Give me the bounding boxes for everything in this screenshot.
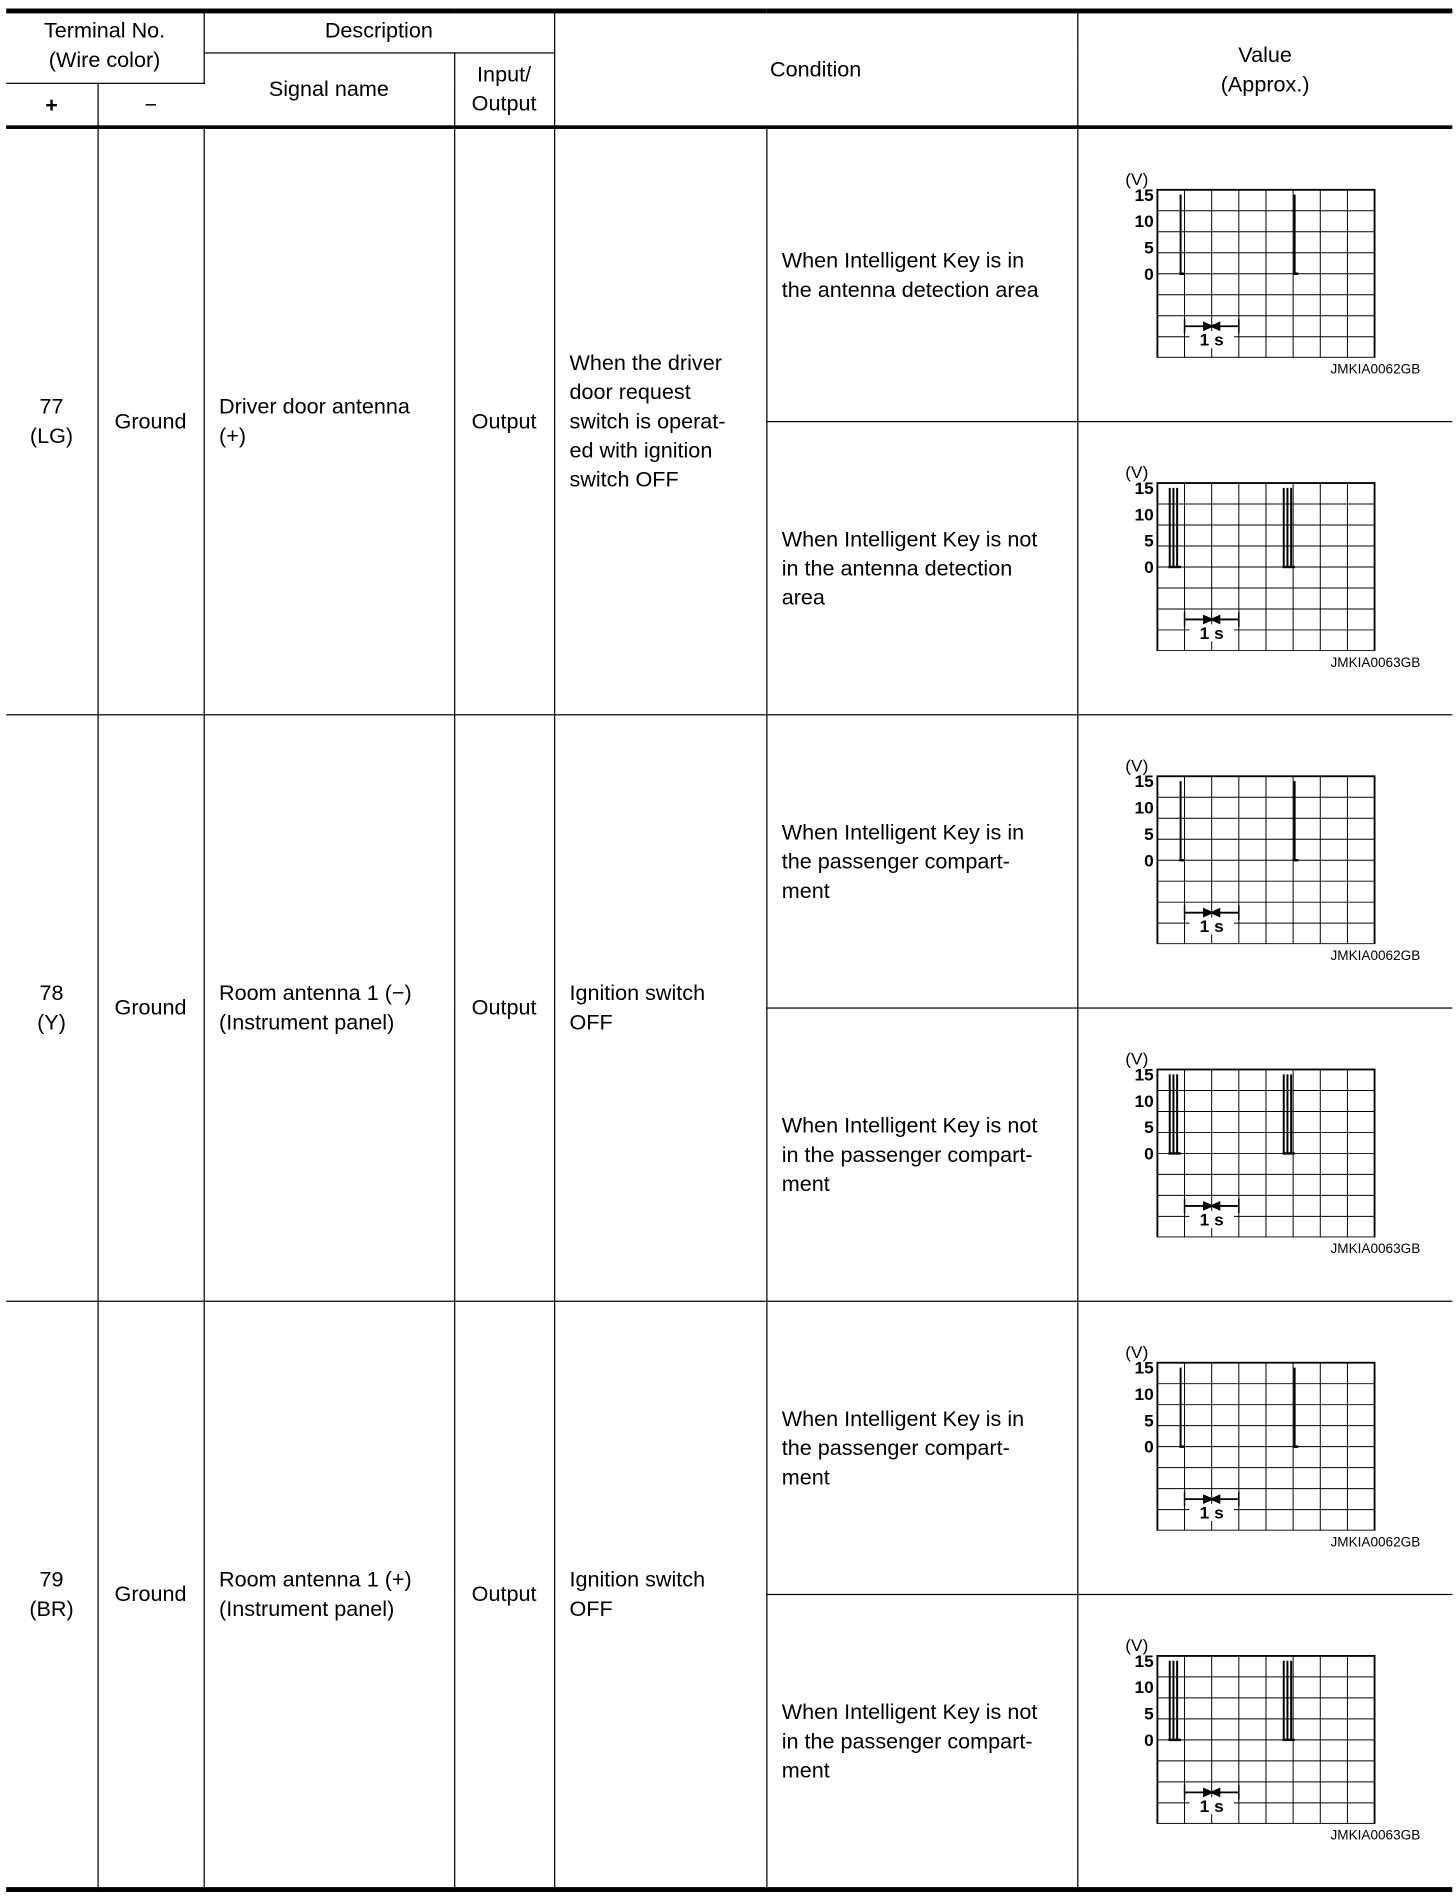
y-tick-label: 10 <box>1133 503 1154 524</box>
plus-terminal-cell: 78 (Y) <box>6 714 97 1300</box>
table-row <box>6 1301 1452 1594</box>
y-tick-label: 15 <box>1133 1357 1154 1378</box>
minus-terminal-cell: Ground <box>97 714 203 1300</box>
figure-id: JMKIA0062GB <box>1330 948 1421 964</box>
oscilloscope-waveform <box>1122 1631 1418 1823</box>
volts-label: (V) <box>1124 461 1148 482</box>
oscilloscope-waveform <box>1122 751 1418 943</box>
y-tick-label: 5 <box>1143 530 1154 551</box>
plus-terminal-header: + <box>6 83 97 126</box>
minus-terminal-cell: Ground <box>97 1301 203 1889</box>
terminal-no-label: Terminal No. <box>43 18 166 43</box>
condition-cell: Ignition switch OFF <box>554 1301 766 1889</box>
y-tick-label: 15 <box>1133 1650 1154 1671</box>
volts-label: (V) <box>1124 754 1148 775</box>
volts-label: (V) <box>1124 1341 1148 1362</box>
value-header: Value (Approx.) <box>1077 11 1452 125</box>
signal-name-cell: Driver door antenna (+) <box>204 127 454 714</box>
figure-id: JMKIA0063GB <box>1330 1828 1421 1843</box>
time-scale-label: 1 s <box>1199 915 1224 936</box>
y-tick-label: 10 <box>1133 797 1154 817</box>
y-tick-label: 0 <box>1143 1436 1154 1457</box>
value-cell <box>1077 421 1452 714</box>
value-cell <box>1077 1301 1452 1594</box>
wire-color-label: (Wire color) <box>48 47 161 72</box>
y-tick-label: 5 <box>1143 1409 1154 1430</box>
figure-id: JMKIA0063GB <box>1330 655 1421 670</box>
sub-condition-cell: When Intelligent Key is in the passenger compart- ment <box>766 1301 1077 1594</box>
figure-id: JMKIA0062GB <box>1330 361 1421 377</box>
signal-name-header: Signal name <box>204 52 454 125</box>
y-tick-label: 5 <box>1143 236 1154 257</box>
condition-header: Condition <box>554 11 1077 125</box>
value-cell <box>1077 1007 1452 1300</box>
y-tick-label: 0 <box>1143 263 1154 284</box>
sub-condition-cell: When Intelligent Key is not in the antenna detection area <box>766 421 1077 714</box>
oscilloscope-waveform <box>1122 165 1418 357</box>
minus-terminal-header: − <box>97 83 203 126</box>
plus-terminal-cell: 77 (LG) <box>6 127 97 714</box>
time-scale-label: 1 s <box>1199 1208 1224 1229</box>
terminal-no-header <box>6 11 203 83</box>
y-tick-label: 0 <box>1143 849 1154 870</box>
plus-terminal-cell: 79 (BR) <box>6 1301 97 1889</box>
time-scale-label: 1 s <box>1199 1795 1224 1816</box>
volts-label: (V) <box>1124 1048 1148 1068</box>
input-output-cell: Output <box>454 127 554 714</box>
y-tick-label: 15 <box>1133 1063 1154 1084</box>
figure-id: JMKIA0063GB <box>1330 1241 1421 1257</box>
table-header <box>6 11 1452 127</box>
y-tick-label: 0 <box>1143 1729 1154 1750</box>
time-scale-label: 1 s <box>1199 622 1224 643</box>
value-cell <box>1077 1594 1452 1889</box>
input-output-header: Input/ Output <box>454 52 554 125</box>
y-tick-label: 0 <box>1143 556 1154 577</box>
condition-cell: When the driver door request switch is operat- ed with ignition switch OFF <box>554 127 766 714</box>
oscilloscope-waveform <box>1122 1045 1418 1237</box>
signal-name-cell: Room antenna 1 (−) (Instrument panel) <box>204 714 454 1300</box>
table-row <box>6 714 1452 1007</box>
table-body <box>6 127 1452 1889</box>
oscilloscope-waveform <box>1122 1338 1418 1530</box>
sub-condition-cell: When Intelligent Key is not in the passenger compart- ment <box>766 1594 1077 1889</box>
y-tick-label: 5 <box>1143 823 1154 844</box>
description-header: Description <box>204 11 554 52</box>
y-tick-label: 10 <box>1133 210 1154 231</box>
y-tick-label: 0 <box>1143 1143 1154 1163</box>
sub-condition-cell: When Intelligent Key is in the antenna detection area <box>766 127 1077 421</box>
y-tick-label: 10 <box>1133 1090 1154 1111</box>
minus-terminal-cell: Ground <box>97 127 203 714</box>
condition-cell: Ignition switch OFF <box>554 714 766 1300</box>
volts-label: (V) <box>1124 1634 1148 1655</box>
input-output-cell: Output <box>454 714 554 1300</box>
signal-name-cell: Room antenna 1 (+) (Instrument panel) <box>204 1301 454 1889</box>
sub-condition-cell: When Intelligent Key is in the passenger compart- ment <box>766 714 1077 1007</box>
oscilloscope-waveform <box>1122 458 1418 650</box>
figure-id: JMKIA0062GB <box>1330 1534 1421 1550</box>
table-row <box>6 127 1452 421</box>
y-tick-label: 15 <box>1133 477 1154 498</box>
y-tick-label: 5 <box>1143 1703 1154 1723</box>
time-scale-label: 1 s <box>1199 329 1224 350</box>
value-cell <box>1077 714 1452 1007</box>
y-tick-label: 15 <box>1133 770 1154 791</box>
y-tick-label: 15 <box>1133 184 1154 205</box>
volts-label: (V) <box>1124 168 1148 189</box>
y-tick-label: 10 <box>1133 1383 1154 1404</box>
y-tick-label: 10 <box>1133 1676 1154 1697</box>
terminal-spec-table <box>6 9 1452 1892</box>
y-tick-label: 5 <box>1143 1116 1154 1137</box>
time-scale-label: 1 s <box>1199 1502 1224 1522</box>
value-cell <box>1077 127 1452 421</box>
sub-condition-cell: When Intelligent Key is not in the passenger compart- ment <box>766 1007 1077 1300</box>
input-output-cell: Output <box>454 1301 554 1889</box>
